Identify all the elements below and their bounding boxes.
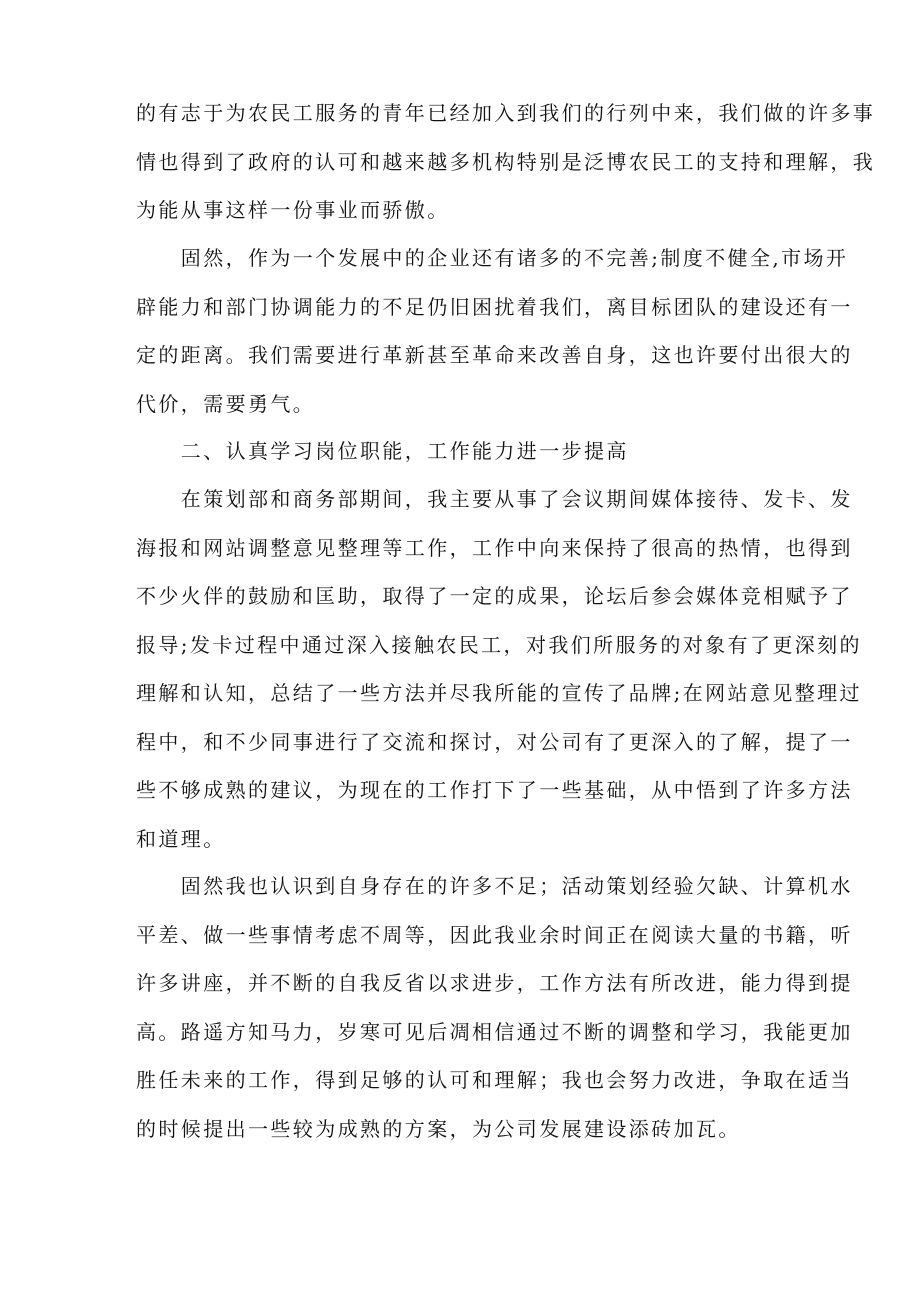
text-line: 辟能力和部门协调能力的不足仍旧困扰着我们，离目标团队的建设还有一 <box>136 294 853 319</box>
section-heading <box>136 427 816 476</box>
text-line: 报导;发卡过程中通过深入接触农民工，对我们所服务的对象有了更深刻的 <box>136 632 862 657</box>
text-line: 的时候提出一些较为成熟的方案，为公司发展建设添砖加瓦。 <box>136 1116 741 1141</box>
text-line: 固然，作为一个发展中的企业还有诸多的不完善;制度不健全,市场开 <box>136 246 849 270</box>
text-line: 许多讲座，并不断的自我反省以求进步，工作方法有所改进，能力得到提 <box>136 971 853 995</box>
paragraph-self-improvement <box>136 862 853 1153</box>
text-line: 理解和认知，总结了一些方法并尽我所能的宣传了品牌;在网站意见整理过 <box>136 681 862 705</box>
text-line: 胜任未来的工作，得到足够的认可和理解；我也会努力改进，争取在适当 <box>136 1068 853 1092</box>
text-line: 为能从事这样一份事业而骄傲。 <box>136 198 450 222</box>
text-line: 在策划部和商务部期间，我主要从事了会议期间媒体接待、发卡、发 <box>136 487 853 511</box>
text-line: 代价，需要勇气。 <box>136 391 316 416</box>
text-line: 固然我也认识到自身存在的许多不足；活动策划经验欠缺、计算机水 <box>136 874 853 898</box>
text-line: 和道理。 <box>136 826 226 851</box>
paragraph-shortcomings <box>136 234 853 428</box>
text-line: 不少火伴的鼓励和匡助，取得了一定的成果，论坛后参会媒体竞相赋予了 <box>136 584 853 608</box>
text-line: 情也得到了政府的认可和越来越多机构特别是泛博农民工的支持和理解，我 <box>136 149 876 174</box>
text-line: 海报和网站调整意见整理等工作，工作中向来保持了很高的热情，也得到 <box>136 535 853 560</box>
text-line: 些不够成熟的建议，为现在的工作打下了一些基础，从中悟到了许多方法 <box>136 778 853 802</box>
text-line: 的有志于为农民工服务的青年已经加入到我们的行列中来，我们做的许多事 <box>136 101 876 125</box>
section-heading-text: 二、认真学习岗位职能，工作能力进一步提高 <box>136 439 629 463</box>
text-line: 高。路遥方知马力，岁寒可见后凋相信通过不断的调整和学习，我能更加 <box>136 1019 853 1044</box>
paragraph-work-experience <box>136 475 862 863</box>
paragraph-intro-continuation <box>136 89 876 235</box>
text-line: 平差、做一些事情考虑不周等，因此我业余时间正在阅读大量的书籍，听 <box>136 922 853 947</box>
text-line: 定的距离。我们需要进行革新甚至革命来改善自身，这也许要付出很大的 <box>136 343 853 367</box>
text-line: 程中，和不少同事进行了交流和探讨，对公司有了更深入的了解，提了一 <box>136 729 853 754</box>
